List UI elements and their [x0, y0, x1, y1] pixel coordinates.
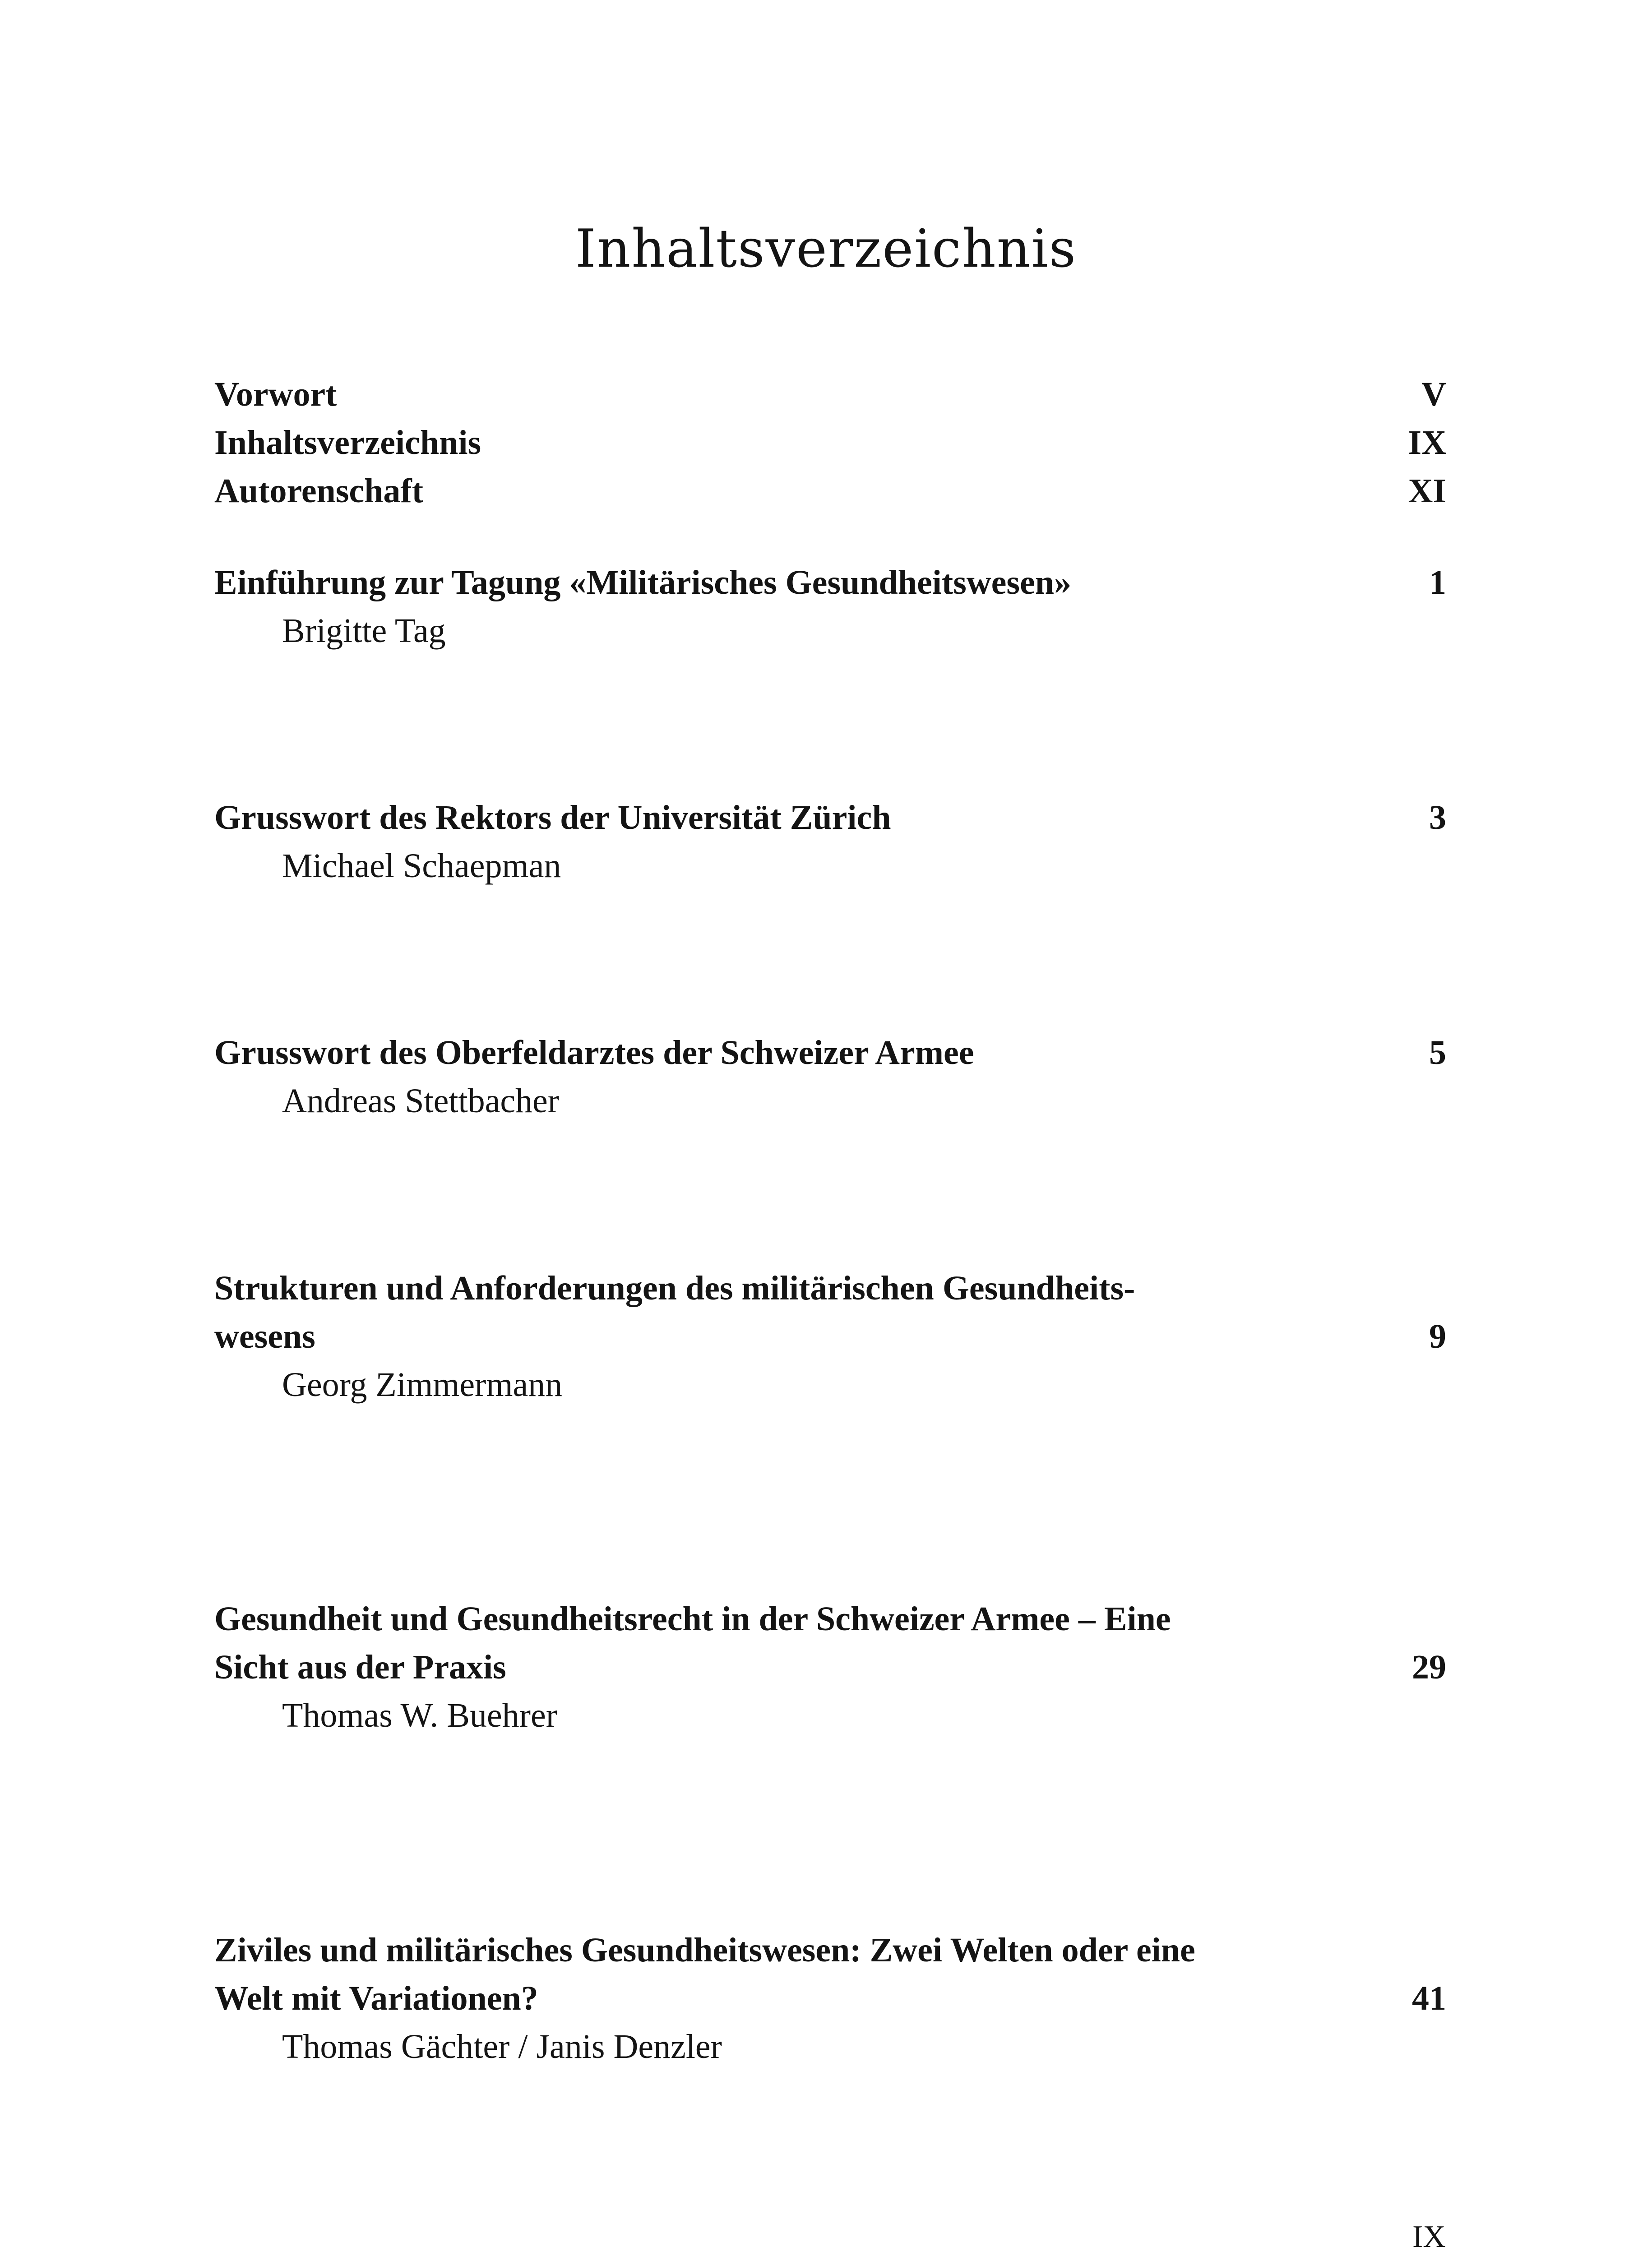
front-matter-list — [214, 370, 1446, 515]
entry-author: Brigitte Tag — [282, 612, 446, 650]
entry-title-line: Einführung zur Tagung «Militärisches Gesundheitswesen» — [214, 564, 1071, 601]
entry-page: 29 — [1412, 1648, 1446, 1686]
entry-title-line: Sicht aus der Praxis — [214, 1648, 506, 1686]
entry-page: 5 — [1429, 1034, 1446, 1072]
entry-author: Thomas W. Buehrer — [282, 1697, 558, 1734]
entry-title-line: Welt mit Variationen? — [214, 1979, 538, 2017]
entry-author: Thomas Gächter / Janis Denzler — [282, 2028, 722, 2066]
toc-entry — [214, 559, 1446, 655]
entry-author: Michael Schaepman — [282, 847, 561, 885]
entry-title-line: Grusswort des Rektors der Universität Zürich — [214, 799, 891, 837]
toc-title: Vorwort — [214, 375, 337, 413]
toc-row — [214, 419, 1446, 467]
page-title: Inhaltsverzeichnis — [575, 218, 1077, 279]
toc-row — [214, 467, 1446, 515]
toc-entry — [214, 1029, 1446, 1125]
toc-entry — [214, 1926, 1446, 2071]
entry-title-line: Strukturen und Anforderungen des militärischen Gesundheits- — [214, 1269, 1135, 1307]
page-number: IX — [1412, 2219, 1446, 2254]
toc-title: Inhaltsverzeichnis — [214, 424, 481, 462]
toc-title: Autorenschaft — [214, 472, 424, 510]
entry-author: Georg Zimmermann — [282, 1366, 563, 1404]
entry-title-line: Gesundheit und Gesundheitsrecht in der Schweizer Armee – Eine — [214, 1600, 1171, 1638]
toc-page: XI — [1408, 472, 1446, 510]
toc-entry — [214, 1264, 1446, 1409]
toc-page: IX — [1408, 424, 1446, 462]
toc-row — [214, 370, 1446, 419]
toc-page: V — [1421, 375, 1446, 413]
entry-page: 41 — [1412, 1979, 1446, 2017]
entry-title-line: Grusswort des Oberfeldarztes der Schweizer Armee — [214, 1034, 974, 1072]
entry-page: 9 — [1429, 1318, 1446, 1355]
entry-title-line: Ziviles und militärisches Gesundheitswesen: Zwei Welten oder eine — [214, 1931, 1195, 1969]
toc-entry — [214, 794, 1446, 890]
entry-author: Andreas Stettbacher — [282, 1082, 560, 1120]
entry-page: 3 — [1429, 799, 1446, 837]
toc-entry — [214, 1595, 1446, 1740]
entry-title-line: wesens — [214, 1318, 315, 1355]
entry-page: 1 — [1429, 564, 1446, 601]
